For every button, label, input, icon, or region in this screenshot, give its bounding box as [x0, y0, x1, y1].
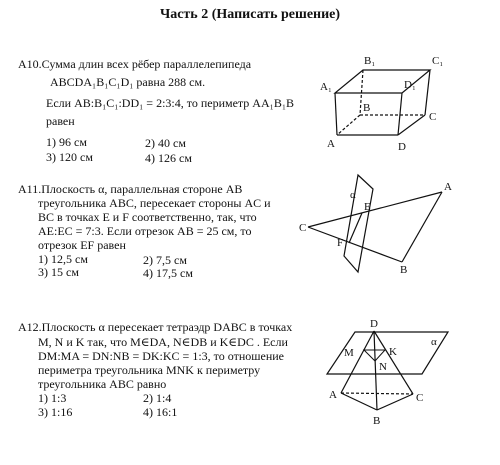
label-n-12: N: [379, 361, 387, 373]
label-f-11: F: [337, 237, 344, 249]
a11-line-1: А11.Плоскость α, параллельная стороне AB: [18, 182, 243, 196]
edge-dd1: [398, 93, 402, 135]
label-b-12: B: [373, 415, 381, 427]
a10-option-4: 4) 126 см: [145, 151, 192, 165]
a11-line-3: BC в точках E и F соответственно, так, что: [38, 210, 257, 224]
a10-line-3: Если AB:B₁C₁:DD₁ = 2:3:4, то периметр AA₁B₁B: [46, 96, 295, 110]
label-d: D: [398, 141, 406, 153]
label-d-12: D: [370, 318, 378, 330]
label-a1: A₁: [320, 81, 332, 93]
a12-option-3: 3) 1:16: [38, 405, 73, 419]
a12-line-4: периметра треугольника MNK к периметру: [38, 363, 261, 377]
a10-line-1: А10.Сумма длин всех рёбер параллелепипеда: [18, 57, 252, 71]
edge-aa1: [335, 93, 337, 135]
a12-line-5: треугольника ABC равно: [38, 377, 167, 391]
edge-ac-hidden: [341, 393, 413, 394]
label-a: A: [327, 138, 335, 150]
edge-db: [374, 331, 377, 410]
triangle-plane-figure: [308, 175, 442, 272]
a12-option-2: 2) 1:4: [143, 391, 172, 405]
side-ab: [402, 192, 442, 262]
label-alpha-11: α: [350, 189, 356, 201]
edge-bc: [377, 394, 413, 410]
label-c: C: [429, 111, 437, 123]
a11-option-4: 4) 17,5 см: [143, 266, 193, 280]
a11-option-3: 3) 15 см: [38, 265, 79, 279]
a11-line-5: отрезок EF равен: [38, 238, 126, 252]
a11-option-2: 2) 7,5 см: [143, 253, 187, 267]
a12-line-3: DM:MA = DN:NB = DK:KC = 1:3, то отношение: [38, 349, 284, 363]
plane-alpha: [344, 175, 373, 272]
label-c-11: C: [299, 222, 307, 234]
label-alpha-12: α: [431, 336, 437, 348]
label-k-12: K: [389, 346, 397, 358]
label-c-12: C: [416, 392, 424, 404]
a10-option-3: 3) 120 см: [46, 150, 93, 164]
edge-ab: [341, 393, 377, 410]
side-cb: [308, 227, 402, 262]
label-e-11: E: [364, 201, 371, 213]
a11-line-2: треугольника ABC, пересекает стороны AC и: [38, 196, 271, 210]
label-b-11: B: [400, 264, 408, 276]
page-title: Часть 2 (Написать решение): [159, 7, 341, 22]
label-m-12: M: [344, 347, 354, 359]
a10-option-2: 2) 40 см: [145, 136, 186, 150]
side-ca: [308, 192, 442, 227]
edge-cc1: [425, 70, 430, 115]
label-a-12: A: [329, 389, 337, 401]
edge-da: [341, 331, 374, 393]
a10-line-2: ABCDA₁B₁C₁D₁ равна 288 см.: [50, 75, 206, 89]
a10-option-1: 1) 96 см: [46, 135, 87, 149]
a12-line-2: M, N и K так, что M∈DA, N∈DB и K∈DC . Если: [38, 335, 288, 349]
tetrahedron-figure: [327, 331, 448, 410]
label-b: B: [363, 102, 371, 114]
a11-line-4: AE:EC = 7:3. Если отрезок AB = 25 см, то: [38, 224, 252, 238]
a10-line-4: равен: [46, 114, 75, 128]
label-a-11: A: [444, 181, 452, 193]
a12-option-1: 1) 1:3: [38, 391, 67, 405]
label-c1: C₁: [432, 55, 444, 67]
a11-option-1: 1) 12,5 см: [38, 252, 88, 266]
label-d1: D₁: [404, 79, 416, 91]
label-b1: B₁: [364, 55, 376, 67]
a12-option-4: 4) 16:1: [143, 405, 178, 419]
a12-line-1: А12.Плоскость α пересекает тетраэдр DABC в точках: [18, 320, 293, 334]
edge-dc: [398, 115, 425, 135]
